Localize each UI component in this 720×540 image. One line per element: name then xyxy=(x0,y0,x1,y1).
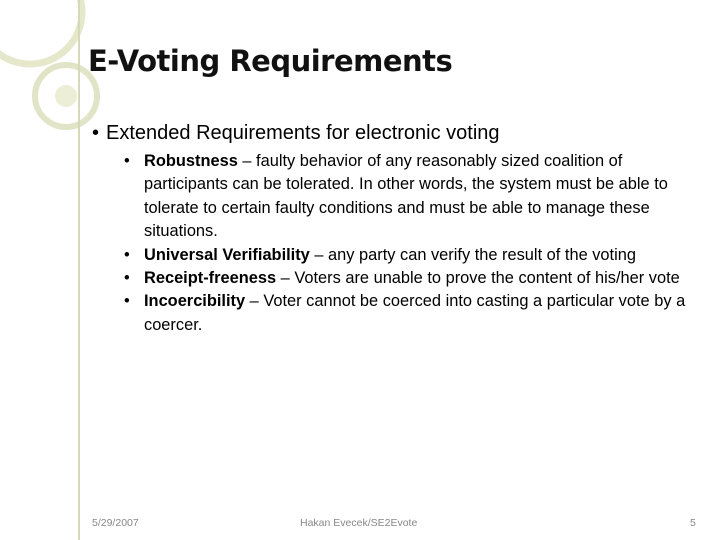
requirement-description: – faulty behavior of any reasonably sized coalition of participants can be tolerated. In other words, the system must be able to tolerate to certain faulty conditions and must be able to manage these situations. xyxy=(144,152,668,241)
requirement-term: Incoercibility xyxy=(144,292,246,311)
list-item xyxy=(123,290,703,337)
footer-date: 5/29/2007 xyxy=(92,517,139,529)
list-item xyxy=(123,244,703,267)
requirement-term: Universal Verifiability xyxy=(144,245,310,264)
bullet-icon: • xyxy=(124,292,130,311)
list-item xyxy=(123,267,703,290)
footer-author: Hakan Evecek/SE2Evote xyxy=(300,517,418,529)
list-item xyxy=(123,150,703,244)
decorative-ring-large xyxy=(0,0,82,64)
requirement-description: – Voters are unable to prove the content of his/her vote xyxy=(276,269,680,288)
bullet-icon: • xyxy=(92,122,100,144)
requirement-description: – Voter cannot be coerced into casting a particular vote by a coercer. xyxy=(144,292,686,334)
vertical-divider xyxy=(78,0,80,540)
requirement-description: – any party can verify the result of the voting xyxy=(309,245,636,264)
requirements-list xyxy=(123,150,703,337)
bullet-icon: • xyxy=(124,152,130,170)
main-bullet xyxy=(92,122,500,145)
main-bullet-text: Extended Requirements for electronic voting xyxy=(106,122,500,144)
bullet-icon: • xyxy=(124,245,130,264)
footer-page-number: 5 xyxy=(690,517,696,529)
requirement-term: Receipt-freeness xyxy=(144,269,277,288)
decorative-dot xyxy=(55,85,77,107)
slide-title: E-Voting Requirements xyxy=(88,44,453,78)
bullet-icon: • xyxy=(124,269,130,288)
requirement-term: Robustness xyxy=(144,152,238,170)
